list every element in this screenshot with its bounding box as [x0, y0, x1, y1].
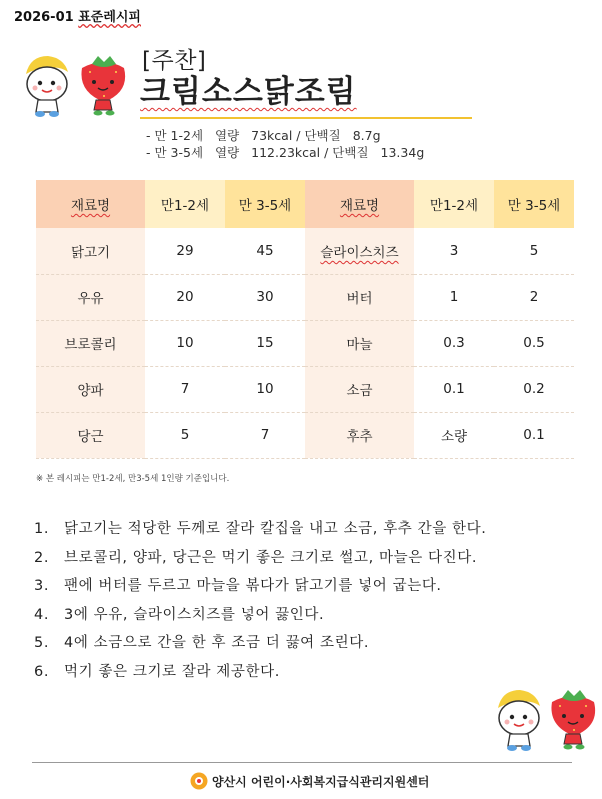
ingredient-name: 우유: [36, 274, 145, 320]
calories-label: 열량: [215, 128, 240, 143]
protein-label: / 단백질: [324, 145, 369, 160]
dish-category: [주찬]: [142, 48, 207, 74]
rice-character-icon: [498, 690, 540, 751]
amount-age1-2: 10: [145, 320, 225, 366]
nutrition-age-label: - 만 1-2세: [146, 128, 204, 143]
nutrition-line-age3-5: [146, 144, 424, 161]
title-underline: [140, 117, 472, 119]
center-logo-icon: [190, 772, 208, 790]
dish-title: 크림소스닭조림: [140, 74, 357, 110]
recipe-step: 6. 먹기 좋은 크기로 잘라 제공한다.: [34, 663, 280, 680]
protein-value: 8.7g: [352, 128, 381, 143]
document-code: [14, 6, 141, 25]
footer-divider: [32, 762, 572, 763]
calories-value: 112.23kcal: [251, 145, 321, 160]
header-age3-5: 만 3-5세: [494, 180, 574, 228]
table-row: [36, 274, 574, 320]
amount-age3-5: 5: [494, 228, 574, 274]
amount-age1-2: 20: [145, 274, 225, 320]
amount-age1-2: 29: [145, 228, 225, 274]
header-ingredient-name: 재료명: [36, 180, 145, 228]
ingredient-name: 마늘: [305, 320, 414, 366]
amount-age3-5: 15: [225, 320, 305, 366]
mascot-characters-illustration: [20, 52, 132, 122]
ingredient-name: 소금: [305, 366, 414, 412]
recipe-step: 5. 4에 소금으로 간을 한 후 조금 더 끓여 조린다.: [34, 635, 370, 651]
protein-label: / 단백질: [296, 128, 341, 143]
header-age1-2: 만1-2세: [145, 180, 225, 228]
recipe-step: 2. 브로콜리, 양파, 당근은 먹기 좋은 크기로 썰고, 마늘은 다진다.: [34, 549, 478, 566]
protein-value: 13.34g: [380, 145, 425, 160]
amount-age3-5: 0.2: [494, 366, 574, 412]
header-age1-2: 만1-2세: [414, 180, 494, 228]
organization-name: 양산시 어린이·사회복지급식관리지원센터: [212, 774, 430, 789]
ingredient-name: 슬라이스치즈: [305, 228, 414, 274]
mascot-characters-illustration: [494, 686, 602, 756]
amount-age1-2: 0.3: [414, 320, 494, 366]
nutrition-line-age1-2: [146, 127, 424, 144]
table-row: [36, 228, 574, 274]
amount-age1-2: 5: [145, 412, 225, 458]
nutrition-info: [146, 127, 424, 161]
strawberry-character-icon: [551, 690, 595, 750]
ingredient-name: 버터: [305, 274, 414, 320]
amount-age1-2: 0.1: [414, 366, 494, 412]
amount-age1-2: 7: [145, 366, 225, 412]
amount-age3-5: 10: [225, 366, 305, 412]
ingredient-name: 브로콜리: [36, 320, 145, 366]
amount-age1-2: 3: [414, 228, 494, 274]
table-footnote: ※ 본 레시피는 만1-2세, 만3-5세 1인량 기준입니다.: [36, 474, 230, 484]
table-header-row: [36, 180, 574, 228]
recipe-steps: [34, 515, 486, 686]
recipe-step: 4. 3에 우유, 슬라이스치즈를 넣어 끓인다.: [34, 606, 325, 623]
ingredient-name: 양파: [36, 366, 145, 412]
footer: [190, 772, 429, 790]
ingredients-table: [36, 180, 574, 459]
calories-value: 73kcal: [251, 128, 293, 143]
amount-age3-5: 0.5: [494, 320, 574, 366]
amount-age1-2: 소량: [414, 412, 494, 458]
nutrition-age-label: - 만 3-5세: [146, 145, 204, 160]
document-code-number: 2026-01: [14, 10, 74, 25]
rice-character-icon: [26, 56, 68, 117]
recipe-step: 3. 팬에 버터를 두르고 마늘을 볶다가 닭고기를 넣어 굽는다.: [34, 578, 442, 594]
strawberry-character-icon: [81, 56, 125, 116]
ingredient-name: 당근: [36, 412, 145, 458]
table-row: [36, 412, 574, 458]
amount-age3-5: 7: [225, 412, 305, 458]
table-row: [36, 366, 574, 412]
header-age3-5: 만 3-5세: [225, 180, 305, 228]
document-series: 표준레시피: [78, 10, 141, 25]
calories-label: 열량: [215, 145, 240, 160]
amount-age1-2: 1: [414, 274, 494, 320]
amount-age3-5: 0.1: [494, 412, 574, 458]
ingredient-name: 후추: [305, 412, 414, 458]
ingredient-name: 닭고기: [36, 228, 145, 274]
header-ingredient-name: 재료명: [305, 180, 414, 228]
amount-age3-5: 45: [225, 228, 305, 274]
table-row: [36, 320, 574, 366]
recipe-step: 1. 닭고기는 적당한 두께로 잘라 칼집을 내고 소금, 후추 간을 한다.: [34, 521, 487, 537]
amount-age3-5: 2: [494, 274, 574, 320]
amount-age3-5: 30: [225, 274, 305, 320]
